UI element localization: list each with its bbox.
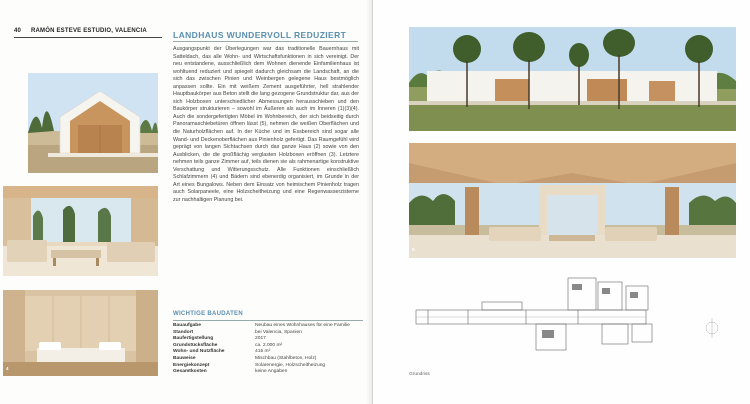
floor-plan-caption: Grundriss [409, 372, 430, 377]
page-number: 40 [14, 28, 22, 34]
fact-label: Bauaufgabe [173, 323, 201, 328]
terrace-illustration [409, 143, 736, 258]
title-rule [173, 41, 358, 42]
living-room-illustration [3, 186, 158, 276]
photo-house-long-exterior [409, 27, 736, 131]
header-rule [14, 37, 162, 38]
fact-row [173, 369, 363, 376]
fact-row [173, 336, 363, 343]
fact-row [173, 356, 363, 363]
fact-value: 2017 [255, 336, 266, 342]
photo-terrace-view [409, 143, 736, 258]
fact-label: Bauweise [173, 355, 196, 361]
facts-rule [173, 320, 363, 321]
fact-value: keine Angaben [255, 369, 288, 375]
fact-value: 415 m² [255, 349, 271, 355]
fact-label: Standort [173, 329, 194, 335]
fact-label: Baufertigstellung [173, 336, 214, 342]
fact-label: Gesamtkosten [173, 369, 207, 375]
article-body: Ausgangspunkt der Überlegungen war das traditionelle Bauernhaus mit Satteldach, das alle Wohn- und Wirtschaftsfunktionen in sich vereinigt. Der neu entstandene, ausschließlich dem Wohnen dienende Einfamilienhaus ist wohltuend reduziert und spiegelt dadurch gleichsam die Landschaft, an die sich das zwischen Pinien und Weinbergen gelegene Haus bestmöglich anpassen sollte. Ein mit weißem Zement ausgeführter, hell strahlender Hauptbaukörper aus Beton stellt die lang gezogene Grundstruktur dar, aus der sich Holzboxen unterschiedlicher Abmessungen herausschieben und den Baukörper strukturieren – sowohl im Äußeren als auch im Inneren (1)(3)(4). Auch die sondergefertigten Möbel im Wohnbereich, der sich beidseitig durch Panoramaschiebetüren öffnen lässt (5), nehmen die weißen Oberflächen und die Naturholzflächen auf. In der Küche und im Essbereich sind sogar alle Wand- und Deckenoberflächen aus Pinienholz gefertigt. Das Raumgefühl wird geprägt von langen Sichtachsen durch das ganze Haus (2) sowie von den Ausblicken, die die großflächig verglasten Holzboxen eröffnen (3). Letztere nehmen teils ganze Zimmer auf, teils dienen sie als rahmenartige konstruktive Verschattung und Witterungsschutz. Alle Funktionen einschließlich Schlafzimmern (4) und Bädern sind ebenerdig organisiert, im Grunde in der Art eines Bungalows. Neben dem Einsatz von heimischem Pinienholz tragen auch Solarpaneele, eine Holzscheitheizung und eine Regenwasserzisterne zur nachhaltigen Planung bei. [173, 46, 359, 203]
figure-number-5: 5 [412, 247, 415, 252]
figure-number-4: 4 [6, 366, 9, 371]
photo-bedroom [3, 290, 158, 376]
fact-label: Grundstücksfläche [173, 342, 218, 348]
fact-value: Neubau eines Wohnhauses für eine Familie [255, 323, 350, 328]
fact-value: Mischbau (Stahlbeton, Holz) [255, 355, 317, 361]
bedroom-illustration [3, 290, 158, 376]
photo-living-room [3, 186, 158, 276]
fact-value: bei Valencia, Spanien [255, 329, 302, 335]
house-gable-illustration [28, 73, 158, 173]
photo-house-gable-exterior [28, 73, 158, 173]
fact-label: Energiekonzept [173, 362, 210, 368]
long-house-illustration [409, 27, 736, 131]
floor-plan-drawing [408, 268, 738, 363]
building-facts [173, 311, 363, 376]
running-header [14, 28, 147, 34]
article-title: LANDHAUS WUNDERVOLL REDUZIERT [173, 30, 347, 40]
fact-label: Wohn- und Nutzfläche [173, 349, 225, 355]
fact-row [173, 349, 363, 356]
fact-row [173, 323, 363, 330]
fact-value: ca. 2.000 m² [255, 342, 283, 348]
facts-title: WICHTIGE BAUDATEN [173, 311, 243, 317]
running-head-text: RAMÓN ESTEVE ESTUDIO, VALENCIA [30, 28, 147, 34]
left-page [0, 0, 373, 404]
floor-plan-illustration [408, 268, 738, 363]
fact-value: Solarenergie, Holzscheitheizung [255, 362, 326, 368]
